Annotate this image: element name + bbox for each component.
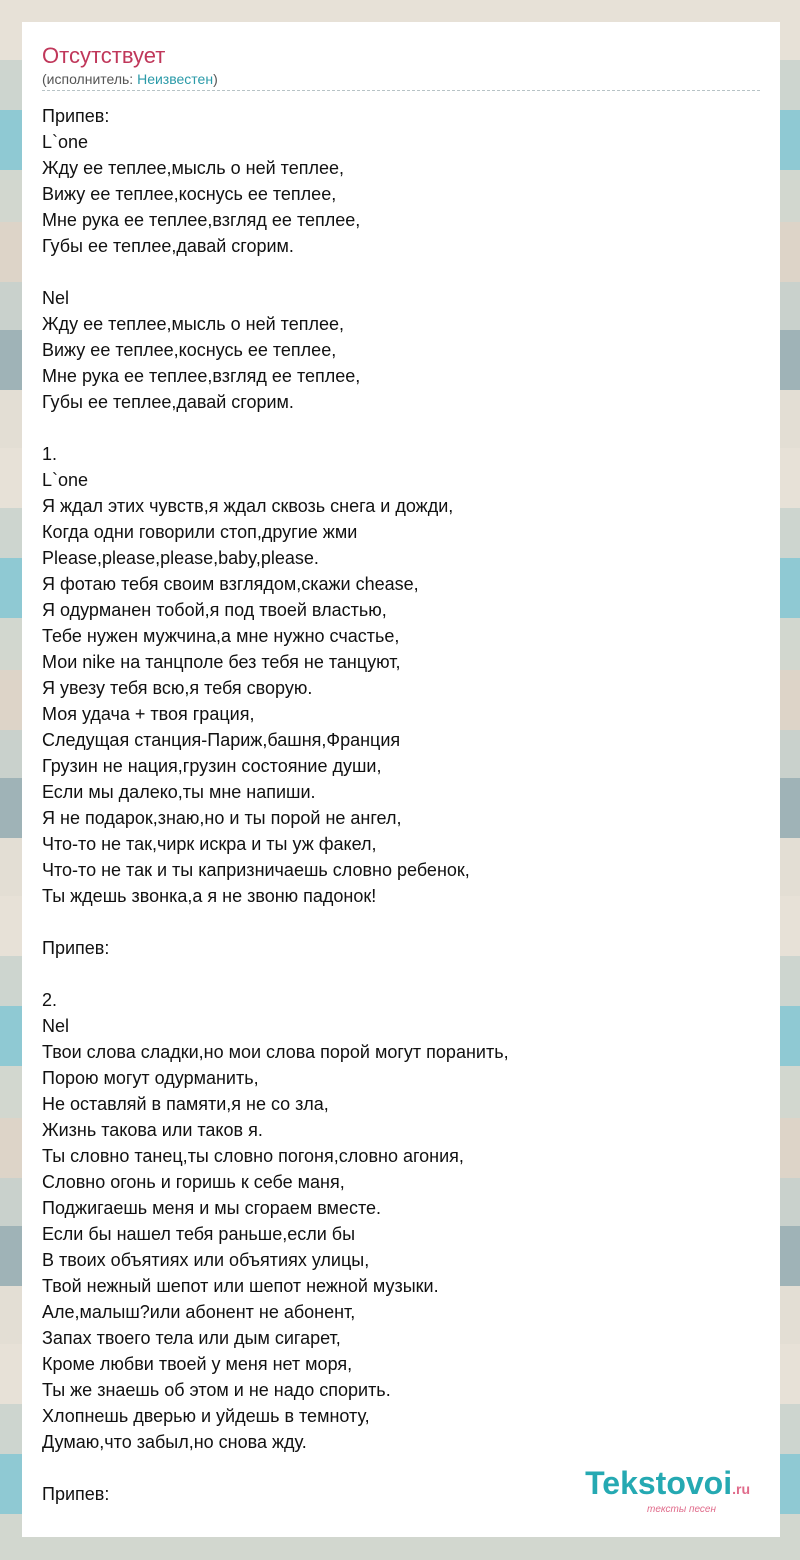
performer-link[interactable]: Неизвестен bbox=[137, 71, 214, 87]
logo-domain: .ru bbox=[732, 1481, 750, 1497]
logo-name: Tekstovoi bbox=[585, 1465, 733, 1501]
lyrics-card bbox=[22, 22, 780, 1537]
performer-suffix: ) bbox=[213, 71, 218, 87]
logo-tagline: тексты песен bbox=[647, 1504, 716, 1515]
performer-prefix: (исполнитель: bbox=[42, 71, 138, 87]
site-logo[interactable] bbox=[585, 1465, 750, 1515]
lyrics-text: Припев: L`one Жду ее теплее,мысль о ней теплее, Вижу ее теплее,коснусь ее теплее, Мне рука ее теплее,взгляд ее теплее, Губы ее теплее,давай сгорим. Nel Жду ее теплее,мысль о ней теплее, Вижу ее теплее,коснусь ее теплее, Мне рука ее теплее,взгляд ее теплее, Губы ее теплее,давай сгорим. 1. L`one Я ждал этих чувств,я ждал сквозь снега и дожди, Когда одни говорили стоп,другие жми Please,please,please,baby,please. Я фотаю тебя своим взглядом,скажи chease, Я одурманен тобой,я под твоей властью, Тебе нужен мужчина,а мне нужно счастье, Мои nike на танцполе без тебя не танцуют, Я увезу тебя всю,я тебя сворую. Моя удача + твоя грация, Следущая станция-Париж,башня,Франция Грузин не нация,грузин состояние души, Если мы далеко,ты мне напиши. Я не подарок,знаю,но и ты порой не ангел, Что-то не так,чирк искра и ты уж факел, Что-то не так и ты капризничаешь словно ребенок, Ты ждешь звонка,а я не звоню падонок! Припев: 2. Nel Твои слова сладки,но мои слова порой могут поранить, Порою могут одурманить, Не оставляй в памяти,я не со зла, Жизнь такова или таков я. Ты словно танец,ты словно погоня,словно агония, Словно огонь и горишь к себе маня, Поджигаешь меня и мы сгораем вместе. Если бы нашел тебя раньше,если бы В твоих объятиях или объятиях улицы, Твой нежный шепот или шепот нежной музыки. Але,малыш?или абонент не абонент, Запах твоего тела или дым сигарет, Кроме любви твоей у меня нет моря, Ты же знаешь об этом и не надо спорить. Хлопнешь дверью и уйдешь в темноту, Думаю,что забыл,но снова жду. Припев: bbox=[42, 106, 509, 1504]
song-title: Отсутствует bbox=[42, 43, 166, 68]
performer-line bbox=[42, 70, 760, 91]
